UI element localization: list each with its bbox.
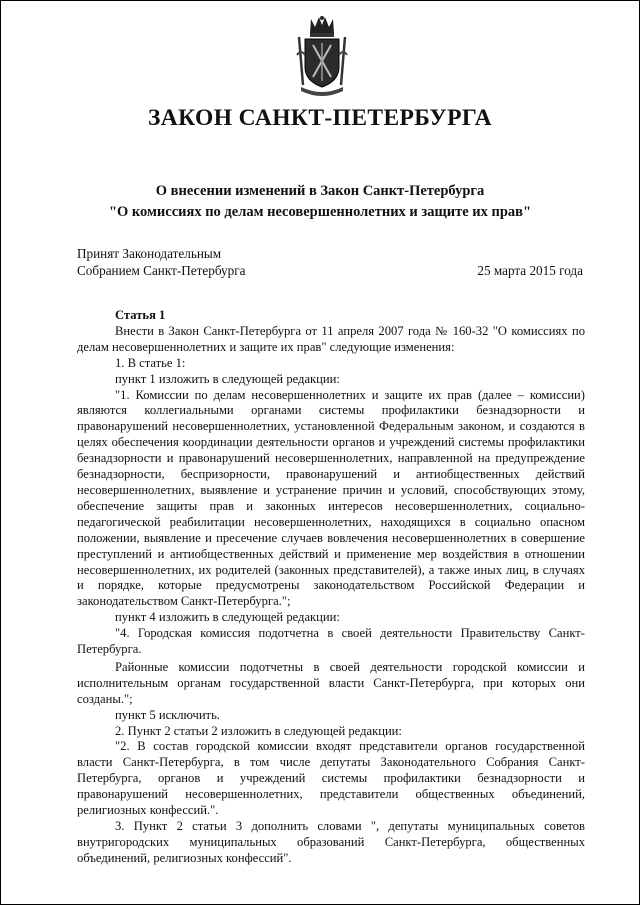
- adoption-note: [77, 245, 246, 279]
- item-2-text: "2. В состав городской комиссии входят представители органов государственной власти Санкт-Петербурга, в том числе депутаты Законодательного Собрания Санкт-Петербурга, органов и учреждений системы профилактики безнадзорности и правонарушений несовершеннолетних, представители общественных объединений, религиозных конфессий.".: [77, 739, 585, 818]
- item-1: 1. В статье 1:: [115, 355, 186, 370]
- item-1-point-1-text: "1. Комиссии по делам несовершеннолетних и защите их прав (далее – комиссии) являются коллегиальными органами системы профилактики безнадзорности и правонарушений несовершеннолетних, установленной Федеральным законом, и создаются в целях обеспечения координации деятельности органов и учреждений системы профилактики безнадзорности и правонарушений несовершеннолетних, направленной на предупреждение безнадзорности, беспризорности, правонарушений и антиобщественных действий несовершеннолетних, выявление и устранение причин и условий, способствующих этому, обеспечение защиты прав и законных интересов несовершеннолетних, социально-педагогической реабилитации несовершеннолетних, находящихся в социально опасном положении, выявление и пресечение случаев вовлечения несовершеннолетних в совершение преступлений и антиобщественных действий и применение мер воздействия в отношении несовершеннолетних, их родителей (законных представителей), а также иных лиц, в случаях и порядке, которые предусмотрены законодательством Российской Федерации и законодательством Санкт-Петербурга.";: [77, 387, 585, 609]
- item-1-point-4-instruction: пункт 4 изложить в следующей редакции:: [115, 610, 340, 625]
- article-heading: Статья 1: [115, 308, 166, 322]
- item-3: 3. Пункт 2 статьи 3 дополнить словами ", депутаты муниципальных советов внутригородских муниципальных образований Санкт-Петербурга, общественных объединений, религиозных конфессий".: [77, 819, 585, 865]
- item-1-point-4-text-b: Районные комиссии подотчетны в своей деятельности городской комиссии и исполнительным органам государственной власти Санкт-Петербурга, при которых они созданы.";: [77, 659, 585, 706]
- adoption-line-2: Собранием Санкт-Петербурга: [77, 263, 246, 278]
- subtitle-line-2: "О комиссиях по делам несовершеннолетних и защите их прав": [108, 204, 532, 220]
- item-1-point-5-instruction: пункт 5 исключить.: [115, 707, 220, 722]
- item-1-point-4-text-a: "4. Городская комиссия подотчетна в своей деятельности Правительству Санкт-Петербурга.: [77, 626, 585, 657]
- item-2: 2. Пункт 2 статьи 2 изложить в следующей редакции:: [115, 723, 402, 738]
- item-1-point-1-instruction: пункт 1 изложить в следующей редакции:: [115, 371, 340, 386]
- article-intro: Внести в Закон Санкт-Петербурга от 11 апреля 2007 года № 160-32 "О комиссиях по делам несовершеннолетних и защите их прав" следующие изменения:: [77, 323, 585, 354]
- adoption-date: 25 марта 2015 года: [477, 263, 583, 278]
- law-body: [77, 308, 585, 867]
- law-title: ЗАКОН САНКТ-ПЕТЕРБУРГА: [148, 105, 492, 131]
- subtitle-line-1: О внесении изменений в Закон Санкт-Петербурга: [155, 183, 485, 199]
- law-subtitle: [1, 181, 639, 223]
- adoption-line-1: Принят Законодательным: [77, 246, 222, 261]
- coat-of-arms-icon: [293, 15, 351, 97]
